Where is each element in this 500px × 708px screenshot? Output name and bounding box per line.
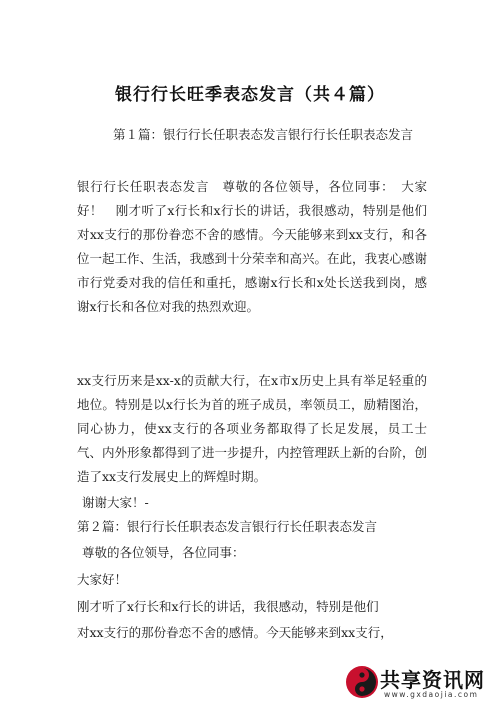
- section1-paragraph2: xx支行历来是xx-x的贡献大行，在x市x历史上具有举足轻重的地位。特别是以x行长为首的班子成员，率领员工，励精图治，同心协力，使xx支行的各项业务都取得了长足发展，员工士气、内外形象都得到了进一步提升，内控管理跃上新的台阶，创造了xx支行发展史上的辉煌时期。: [77, 373, 428, 484]
- watermark-domain: www.gxdaojia.com: [384, 690, 479, 699]
- site-logo-icon: [344, 664, 380, 700]
- section2-heading: 第２篇：银行行长任职表态发言银行行长任职表态发言: [77, 519, 378, 534]
- section1-thanks: 谢谢大家！-: [82, 495, 149, 510]
- section2-greeting: 尊敬的各位领导，各位同事：: [82, 545, 245, 560]
- section2-body-line2: 对xx支行的那份眷恋不舍的感情。今天能够来到xx支行，: [77, 625, 393, 640]
- section1-heading: 第１篇：银行行长任职表态发言银行行长任职表态发言: [113, 127, 414, 142]
- site-watermark: [344, 660, 494, 706]
- section2-hello: 大家好！: [77, 572, 128, 587]
- document-title: 银行行长旺季表态发言（共４篇）: [115, 85, 385, 105]
- watermark-site-name: 共享资讯网: [380, 668, 485, 692]
- section2-body-line1: 刚才听了x行长和x行长的讲话，我很感动，特别是他们: [77, 599, 379, 614]
- section1-paragraph1: 银行行长任职表态发言 尊敬的各位领导，各位同事： 大家好！ 刚才听了x行长和x行长的讲话，我很感动，特别是他们对xx支行的那份眷恋不舍的感情。今天能够来到xx支行，和各位一起工作、生活，我感到十分荣幸和高兴。在此，我衷心感谢市行党委对我的信任和重托，感谢x行长和x处长送我到岗，感谢x行长和各位对我的热烈欢迎。: [77, 179, 428, 314]
